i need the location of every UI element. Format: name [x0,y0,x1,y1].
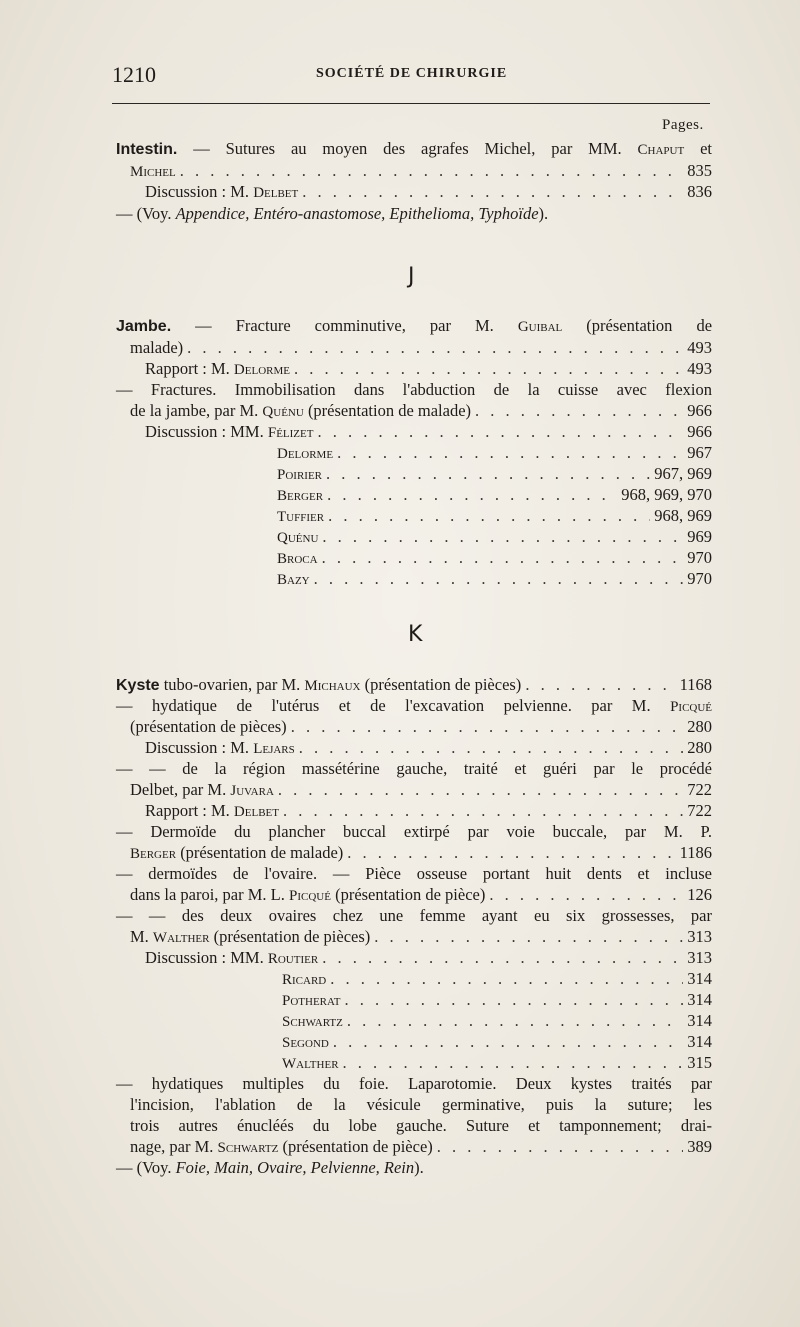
entry-intestin-line-2: Michel . . . 835 [130,160,712,182]
section-letter-j: J [408,264,415,289]
discussant-row: Potherat . . . 314 [282,989,712,1011]
entry-jambe-line-4: — Fractures. Immobilisation dans l'abduction de la cuisse avec flexion [116,380,712,399]
discussant-row: Poirier . . . 967, 969 [277,463,712,485]
entry-kyste-line-19: — (Voy. Foie, Main, Ovaire, Pelvienne, Rein). [116,1158,424,1177]
entry-kyste-line-16: l'incision, l'ablation de la vésicule germinative, puis la suture; les [130,1095,712,1114]
entry-jambe-line-2: malade) . . . 493 [130,337,712,359]
discussant-row: Tuffier . . . 968, 969 [277,505,712,527]
entry-kyste-line-17: trois autres énucléés du lobe gauche. Suture et tamponnement; drai- [130,1116,712,1135]
discussant-row: Ricard . . . 314 [282,968,712,990]
entry-kyste-line-12: — — des deux ovaires chez une femme ayant eu six grossesses, par [116,906,712,925]
entry-intestin-line-1: Intestin. — Sutures au moyen des agrafes Michel, par MM. Chaput et [116,139,713,158]
page-number: 1210 [112,62,156,87]
entry-kyste-line-14: Discussion : MM. Routier . . . 313 [145,947,712,969]
pages-column-label: Pages. [662,117,704,133]
entry-kyste-line-11: dans la paroi, par M. L. Picqué (présentation de pièce) . . . 126 [130,884,712,906]
entry-intestin-line-4: — (Voy. Appendice, Entéro-anastomose, Epithelioma, Typhoïde). [116,204,549,223]
discussant-row: Bazy . . . 970 [277,568,712,590]
entry-kyste-line-18: nage, par M. Schwartz (présentation de pièce) . . . 389 [130,1136,712,1158]
discussant-row: Segond . . . 314 [282,1031,712,1053]
entry-kyste-line-1: Kyste tubo-ovarien, par M. Michaux (présentation de pièces) . . . 1168 [116,674,712,696]
discussant-row: Schwartz . . . 314 [282,1010,712,1032]
entry-jambe-line-3: Rapport : M. Delorme . . . 493 [145,358,712,380]
entry-kyste-line-10: — dermoïdes de l'ovaire. — Pièce osseuse portant huit dents et incluse [116,864,712,883]
entry-kyste-line-13: M. Walther (présentation de pièces) . . . 313 [130,926,712,948]
discussant-row: Quénu . . . 969 [277,526,712,548]
entry-kyste-line-15: — hydatiques multiples du foie. Laparotomie. Deux kystes traités par [116,1074,712,1093]
header-rule [112,103,710,104]
running-title: SOCIÉTÉ DE CHIRURGIE [316,66,508,81]
discussant-row: Broca . . . 970 [277,547,712,569]
entry-kyste-line-9: Berger (présentation de malade) . . . 1186 [130,842,712,864]
entry-kyste-line-3: (présentation de pièces) . . . 280 [130,716,712,738]
entry-kyste-line-6: Delbet, par M. Juvara . . . 722 [130,779,712,801]
discussant-row: Berger . . . 968, 969, 970 [277,484,712,506]
entry-kyste-line-8: — Dermoïde du plancher buccal extirpé par voie buccale, par M. P. [116,822,712,841]
discussant-row: Walther . . . 315 [282,1052,712,1074]
section-letter-k: K [408,622,423,647]
entry-kyste-line-5: — — de la région massétérine gauche, traité et guéri par le procédé [116,759,712,778]
entry-kyste-line-7: Rapport : M. Delbet . . . 722 [145,800,712,822]
entry-kyste-line-2: — hydatique de l'utérus et de l'excavation pelvienne. par M. Picqué [116,696,713,715]
entry-intestin-line-3: Discussion : M. Delbet . . . 836 [145,181,712,203]
entry-kyste-line-4: Discussion : M. Lejars . . . 280 [145,737,712,759]
entry-jambe-line-5: de la jambe, par M. Quénu (présentation de malade) . . . 966 [130,400,712,422]
entry-jambe-line-6: Discussion : MM. Félizet . . . 966 [145,421,712,443]
entry-jambe-line-1: Jambe. — Fracture comminutive, par M. Guibal (présentation de [116,316,713,335]
discussant-row: Delorme . . . 967 [277,442,712,464]
